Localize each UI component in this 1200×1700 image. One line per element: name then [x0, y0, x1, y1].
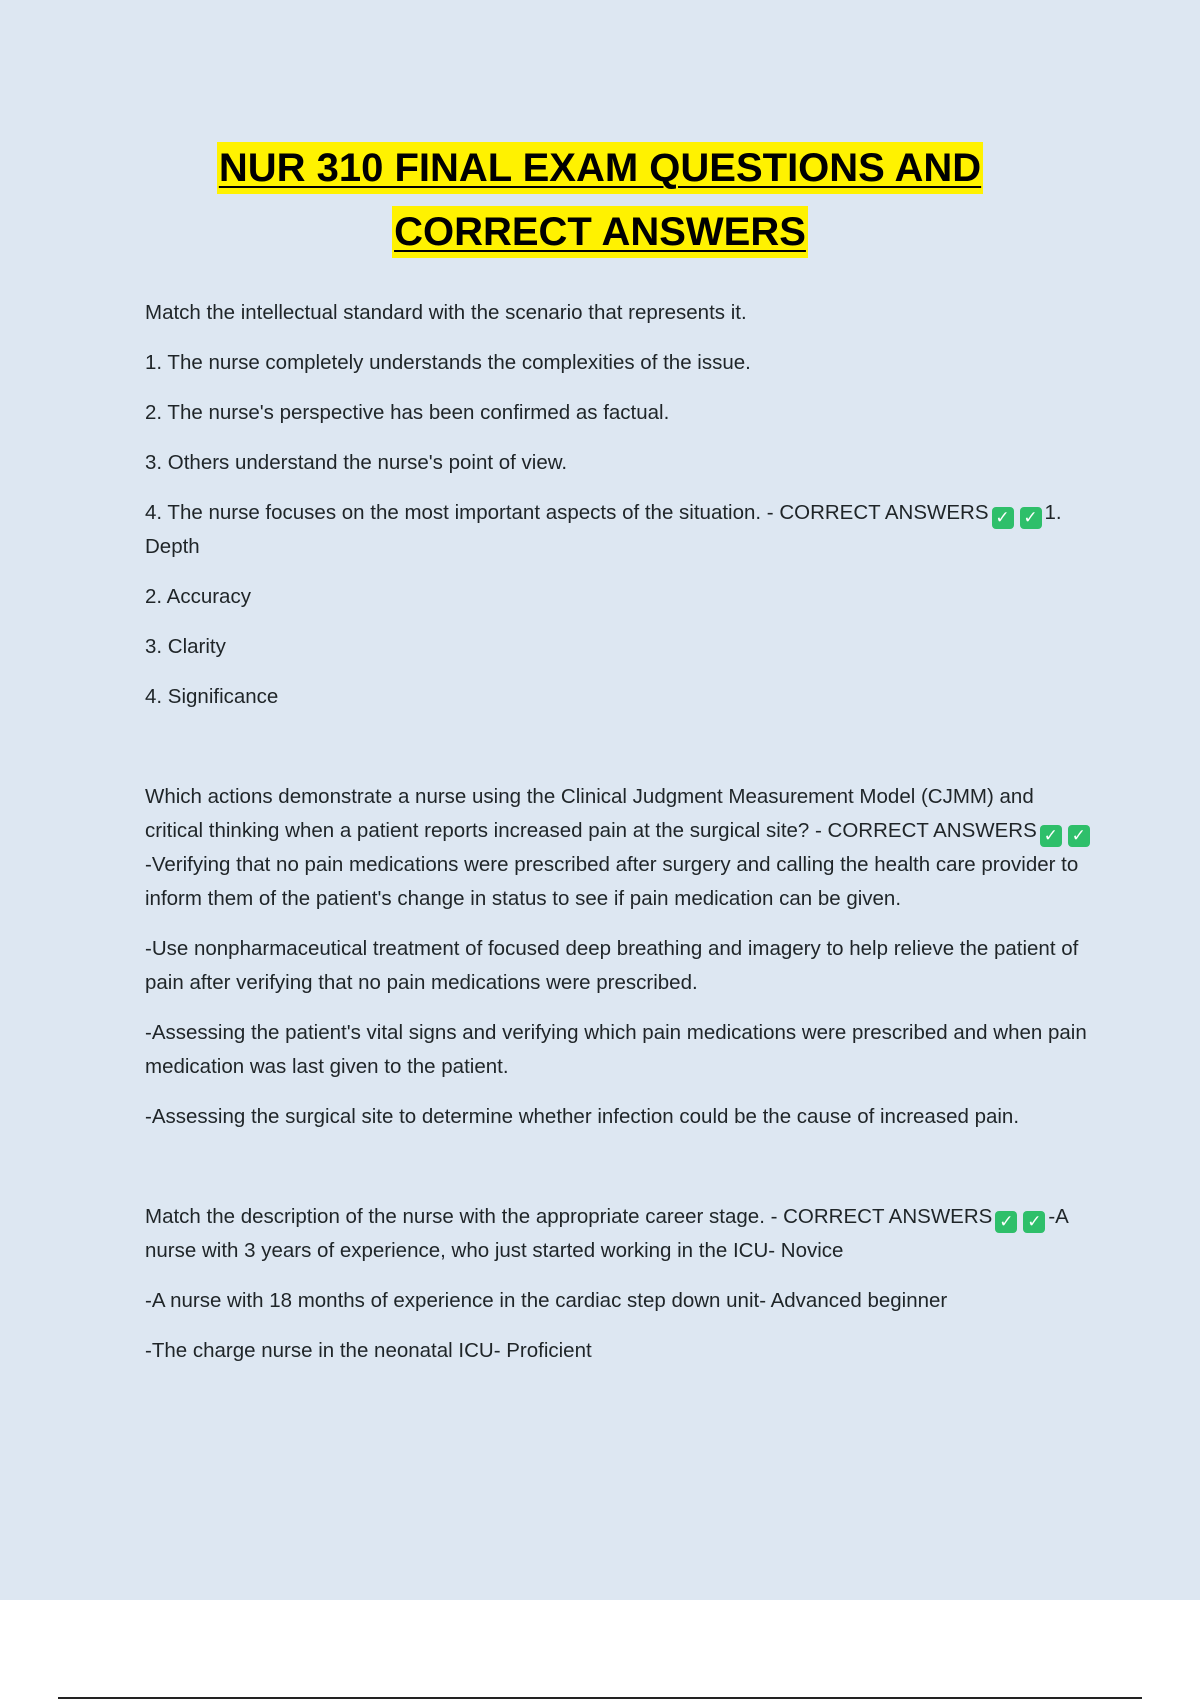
q1-answer-1: 1. Depth — [145, 501, 1062, 558]
question-3 — [145, 1200, 1095, 1368]
q1-prompt: Match the intellectual standard with the scenario that represents it. — [145, 301, 747, 324]
check-icon: ✓ — [1040, 825, 1062, 847]
q1-answer-4: 4. Significance — [145, 685, 279, 708]
q1-item-4-text: 4. The nurse focuses on the most important aspects of the situation. - CORRECT ANSWERS — [145, 501, 989, 524]
check-icon: ✓ — [1068, 825, 1090, 847]
section-spacer — [145, 730, 1095, 780]
question-1 — [145, 296, 1095, 714]
q1-item-4-with-answer — [145, 496, 1095, 564]
document-title — [0, 142, 1200, 270]
check-icon: ✓ — [992, 507, 1014, 529]
section-spacer — [145, 1150, 1095, 1200]
q2-answer-3: -Assessing the patient's vital signs and verifying which pain medications were prescribed and when pain medication was last given to the patient. — [145, 1021, 1087, 1078]
footer-rule — [58, 1697, 1142, 1699]
q1-item-3: 3. Others understand the nurse's point of view. — [145, 451, 568, 474]
q3-prompt-with-answer — [145, 1200, 1095, 1268]
q3-answer-2: -A nurse with 18 months of experience in the cardiac step down unit- Advanced beginner — [145, 1289, 948, 1312]
check-icon: ✓ — [1020, 507, 1042, 529]
q2-answer-2: -Use nonpharmaceutical treatment of focused deep breathing and imagery to help relieve the patient of pain after verifying that no pain medications were prescribed. — [145, 937, 1079, 994]
check-icon: ✓ — [995, 1211, 1017, 1233]
q2-prompt-with-answer — [145, 780, 1095, 916]
q1-item-2: 2. The nurse's perspective has been confirmed as factual. — [145, 401, 670, 424]
title-line-1: NUR 310 FINAL EXAM QUESTIONS AND — [217, 142, 983, 194]
q2-answer-4: -Assessing the surgical site to determine whether infection could be the cause of increased pain. — [145, 1105, 1020, 1128]
title-line-2: CORRECT ANSWERS — [392, 206, 808, 258]
q2-prompt: Which actions demonstrate a nurse using the Clinical Judgment Measurement Model (CJMM) and critical thinking when a patient reports increased pain at the surgical site? - CORRECT ANSWERS — [145, 785, 1037, 842]
check-icon: ✓ — [1023, 1211, 1045, 1233]
q2-answer-1: -Verifying that no pain medications were prescribed after surgery and calling the health care provider to inform them of the patient's change in status to see if pain medication can be given. — [145, 853, 1079, 910]
q3-answer-3: -The charge nurse in the neonatal ICU- Proficient — [145, 1339, 592, 1362]
q1-item-1: 1. The nurse completely understands the complexities of the issue. — [145, 351, 751, 374]
q3-answer-1: -A nurse with 3 years of experience, who just started working in the ICU- Novice — [145, 1205, 1068, 1262]
document-body — [145, 296, 1095, 1384]
q1-answer-3: 3. Clarity — [145, 635, 226, 658]
q3-prompt: Match the description of the nurse with the appropriate career stage. - CORRECT ANSWERS — [145, 1205, 993, 1228]
question-2 — [145, 780, 1095, 1134]
q1-answer-2: 2. Accuracy — [145, 585, 251, 608]
